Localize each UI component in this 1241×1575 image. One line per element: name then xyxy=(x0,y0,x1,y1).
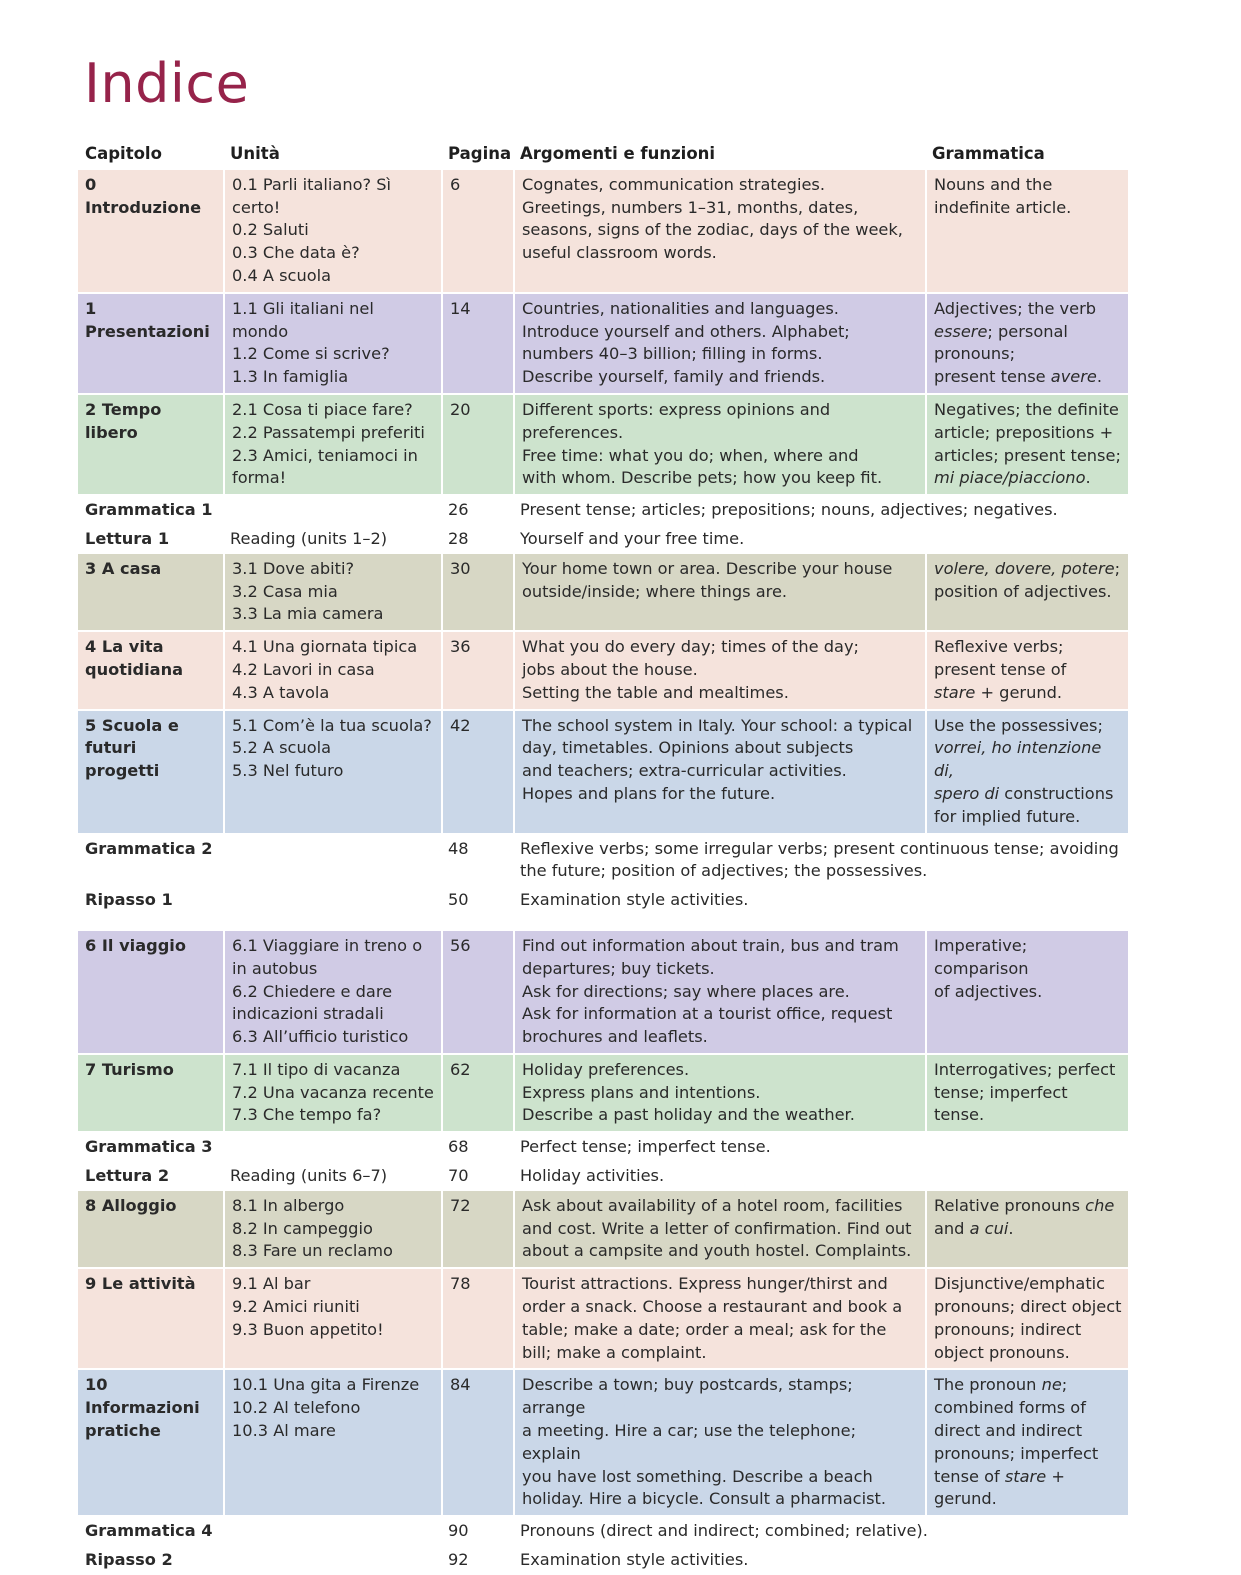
cell-pagina: 62 xyxy=(441,1055,513,1131)
cell-argomenti: Tourist attractions. Express hunger/thirst and order a snack. Choose a restaurant and book a table; make a date; order a meal; ask for the bill; make a complaint. xyxy=(513,1269,925,1368)
cell-unita xyxy=(223,1133,441,1162)
chapter-row xyxy=(78,931,1128,1053)
section-row xyxy=(78,1546,1128,1575)
cell-capitolo: Grammatica 2 xyxy=(85,838,213,858)
cell-capitolo: 10 Informazioni pratiche xyxy=(78,1370,223,1515)
cell-pagina: 42 xyxy=(441,711,513,833)
cell-unita: 9.1 Al bar 9.2 Amici riuniti 9.3 Buon appetito! xyxy=(223,1269,441,1368)
cell-grammatica: Adjectives; the verb essere; personal pronouns; present tense avere. xyxy=(925,294,1128,393)
section-row xyxy=(78,525,1128,554)
chapter-row xyxy=(78,395,1128,494)
cell-unita: Reading (units 6–7) xyxy=(230,1166,388,1186)
cell-capitolo: 9 Le attività xyxy=(78,1269,223,1368)
cell-capitolo: 1 Presentazioni xyxy=(78,294,223,393)
cell-unita: 8.1 In albergo 8.2 In campeggio 8.3 Fare un reclamo xyxy=(223,1191,441,1267)
cell-capitolo: 0 Introduzione xyxy=(78,170,223,292)
chapter-row xyxy=(78,1055,1128,1131)
cell-capitolo: 7 Turismo xyxy=(78,1055,223,1131)
cell-unita: Reading (units 1–2) xyxy=(230,528,388,548)
cell-unita: 6.1 Viaggiare in treno o in autobus 6.2 Chiedere e dare indicazioni stradali 6.3 All’ufficio turistico xyxy=(223,931,441,1053)
cell-unita xyxy=(223,496,441,525)
cell-grammatica: Interrogatives; perfect tense; imperfect tense. xyxy=(925,1055,1128,1131)
cell-pagina: 50 xyxy=(448,890,469,910)
cell-grammatica: Disjunctive/emphatic pronouns; direct object pronouns; indirect object pronouns. xyxy=(925,1269,1128,1368)
cell-argomenti: Describe a town; buy postcards, stamps; arrange a meeting. Hire a car; use the telephone; explain you have lost something. Describe a beach holiday. Hire a bicycle. Consult a pharmacist. xyxy=(513,1370,925,1515)
cell-capitolo: 3 A casa xyxy=(78,554,223,630)
section-row xyxy=(78,835,1128,887)
cell-pagina: 20 xyxy=(441,395,513,494)
cell-argomenti: Examination style activities. xyxy=(520,890,749,910)
cell-argomenti: Cognates, communication strategies. Greetings, numbers 1–31, months, dates, seasons, signs of the zodiac, days of the week, useful classroom words. xyxy=(513,170,925,292)
cell-pagina: 26 xyxy=(448,500,469,520)
cell-unita: 7.1 Il tipo di vacanza 7.2 Una vacanza recente 7.3 Che tempo fa? xyxy=(223,1055,441,1131)
cell-argomenti: Holiday preferences. Express plans and intentions. Describe a past holiday and the weather. xyxy=(513,1055,925,1131)
cell-capitolo: Lettura 2 xyxy=(85,1166,170,1186)
cell-grammatica: Nouns and the indefinite article. xyxy=(925,170,1128,292)
cell-pagina: 36 xyxy=(441,632,513,708)
cell-argomenti: Yourself and your free time. xyxy=(520,528,745,548)
cell-pagina: 84 xyxy=(441,1370,513,1515)
cell-argomenti: Perfect tense; imperfect tense. xyxy=(520,1137,771,1157)
cell-pagina: 92 xyxy=(448,1550,469,1570)
cell-capitolo: Ripasso 2 xyxy=(85,1550,173,1570)
chapter-row xyxy=(78,711,1128,833)
cell-grammatica: Reflexive verbs; present tense of stare + gerund. xyxy=(925,632,1128,708)
cell-capitolo: Grammatica 3 xyxy=(85,1137,213,1157)
cell-pagina: 56 xyxy=(441,931,513,1053)
cell-pagina: 48 xyxy=(448,838,469,858)
cell-unita: 0.1 Parli italiano? Sì certo! 0.2 Saluti 0.3 Che data è? 0.4 A scuola xyxy=(223,170,441,292)
cell-capitolo: Lettura 1 xyxy=(85,528,170,548)
cell-capitolo: 2 Tempo libero xyxy=(78,395,223,494)
page-title: Indice xyxy=(84,52,250,115)
cell-unita: 4.1 Una giornata tipica 4.2 Lavori in casa 4.3 A tavola xyxy=(223,632,441,708)
cell-argomenti: The school system in Italy. Your school: a typical day, timetables. Opinions about subjects and teachers; extra-curricular activities. Hopes and plans for the future. xyxy=(513,711,925,833)
chapter-row xyxy=(78,554,1128,630)
cell-grammatica: Relative pronouns che and a cui. xyxy=(925,1191,1128,1267)
chapter-row xyxy=(78,170,1128,292)
cell-unita xyxy=(223,886,441,915)
cell-argomenti: Pronouns (direct and indirect; combined; relative). xyxy=(520,1521,928,1541)
cell-unita xyxy=(223,1517,441,1546)
header-grammatica: Grammatica xyxy=(932,144,1045,163)
cell-argomenti: Different sports: express opinions and preferences. Free time: what you do; when, where and with whom. Describe pets; how you keep fit. xyxy=(513,395,925,494)
cell-grammatica: The pronoun ne; combined forms of direct and indirect pronouns; imperfect tense of stare + gerund. xyxy=(925,1370,1128,1515)
chapter-row xyxy=(78,1269,1128,1368)
cell-capitolo: 5 Scuola e futuri progetti xyxy=(78,711,223,833)
chapter-row xyxy=(78,294,1128,393)
cell-pagina: 14 xyxy=(441,294,513,393)
cell-grammatica: volere, dovere, potere; position of adjectives. xyxy=(925,554,1128,630)
cell-grammatica: Imperative; comparison of adjectives. xyxy=(925,931,1128,1053)
cell-argomenti: Find out information about train, bus and tram departures; buy tickets. Ask for directions; say where places are. Ask for information at a tourist office, request brochures and leaflets. xyxy=(513,931,925,1053)
cell-grammatica: Use the possessives; vorrei, ho intenzione di, spero di constructions for implied future. xyxy=(925,711,1128,833)
cell-capitolo: 6 Il viaggio xyxy=(78,931,223,1053)
cell-argomenti: Your home town or area. Describe your house outside/inside; where things are. xyxy=(513,554,925,630)
cell-argomenti: Reflexive verbs; some irregular verbs; present continuous tense; avoiding the future; position of adjectives; the possessives. xyxy=(520,838,1119,881)
header-argomenti: Argomenti e funzioni xyxy=(520,144,716,163)
cell-pagina: 72 xyxy=(441,1191,513,1267)
cell-pagina: 28 xyxy=(448,528,469,548)
section-row xyxy=(78,1133,1128,1162)
cell-argomenti: Ask about availability of a hotel room, facilities and cost. Write a letter of confirmation. Find out about a campsite and youth hostel. Complaints. xyxy=(513,1191,925,1267)
cell-argomenti: Holiday activities. xyxy=(520,1166,665,1186)
header-unita: Unità xyxy=(230,144,280,163)
cell-pagina: 6 xyxy=(441,170,513,292)
table-of-contents xyxy=(78,143,1128,1575)
cell-capitolo: Grammatica 4 xyxy=(85,1521,213,1541)
section-row xyxy=(78,496,1128,525)
section-row xyxy=(78,886,1128,915)
chapter-row xyxy=(78,632,1128,708)
cell-capitolo: Ripasso 1 xyxy=(85,890,173,910)
cell-unita: 5.1 Com’è la tua scuola? 5.2 A scuola 5.3 Nel futuro xyxy=(223,711,441,833)
cell-argomenti: Countries, nationalities and languages. Introduce yourself and others. Alphabet; numbers 40–3 billion; filling in forms. Describe yourself, family and friends. xyxy=(513,294,925,393)
cell-capitolo: 4 La vita quotidiana xyxy=(78,632,223,708)
cell-pagina: 90 xyxy=(448,1521,469,1541)
cell-unita xyxy=(223,1546,441,1575)
section-row xyxy=(78,1162,1128,1191)
section-row xyxy=(78,1517,1128,1546)
header-capitolo: Capitolo xyxy=(85,144,162,163)
cell-unita: 1.1 Gli italiani nel mondo 1.2 Come si scrive? 1.3 In famiglia xyxy=(223,294,441,393)
cell-unita: 3.1 Dove abiti? 3.2 Casa mia 3.3 La mia camera xyxy=(223,554,441,630)
cell-pagina: 68 xyxy=(448,1137,469,1157)
cell-grammatica: Negatives; the definite article; prepositions + articles; present tense; mi piace/piacciono. xyxy=(925,395,1128,494)
cell-capitolo: 8 Alloggio xyxy=(78,1191,223,1267)
cell-unita: 10.1 Una gita a Firenze 10.2 Al telefono 10.3 Al mare xyxy=(223,1370,441,1515)
cell-pagina: 30 xyxy=(441,554,513,630)
cell-unita: 2.1 Cosa ti piace fare? 2.2 Passatempi preferiti 2.3 Amici, teniamoci in forma! xyxy=(223,395,441,494)
cell-argomenti: What you do every day; times of the day; jobs about the house. Setting the table and mealtimes. xyxy=(513,632,925,708)
cell-unita xyxy=(223,835,441,887)
cell-capitolo: Grammatica 1 xyxy=(85,500,213,520)
cell-argomenti: Examination style activities. xyxy=(520,1550,749,1570)
table-header xyxy=(78,143,1128,170)
cell-argomenti: Present tense; articles; prepositions; nouns, adjectives; negatives. xyxy=(520,500,1058,520)
chapter-row xyxy=(78,1191,1128,1267)
chapter-row xyxy=(78,1370,1128,1515)
header-pagina: Pagina xyxy=(448,144,512,163)
cell-pagina: 78 xyxy=(441,1269,513,1368)
cell-pagina: 70 xyxy=(448,1166,469,1186)
